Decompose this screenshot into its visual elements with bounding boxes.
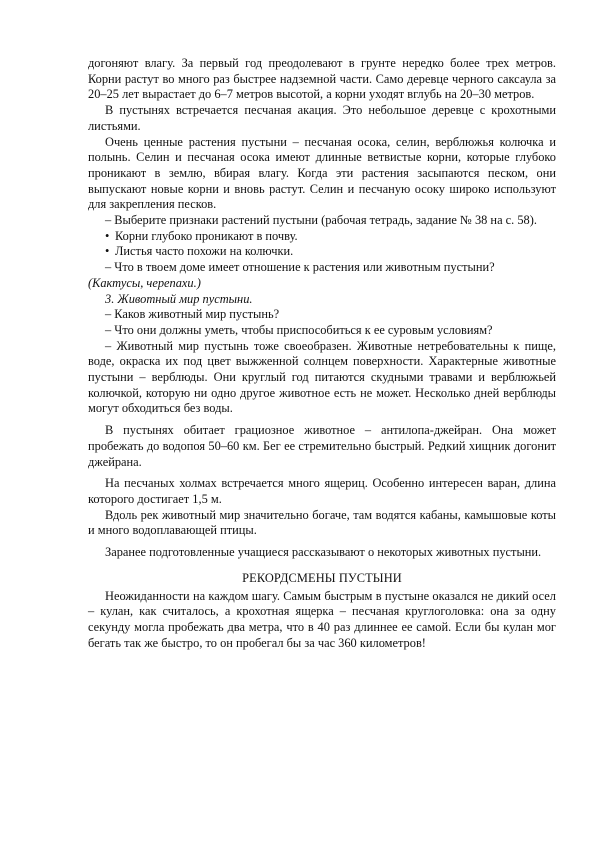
paragraph-records: Неожиданности на каждом шагу. Самым быстрым в пустыне оказался не дикий осел – кулан, как считалось, а крохотная ящерка – песчаная круглоголовка: она за одну секунду могла пробежать два метра, что в 40 раз длиннее ее самой. Если бы кулан мог бегать так же быстро, то он пробегал бы за час 360 километров! — [88, 588, 556, 650]
bullet-icon: • — [105, 244, 110, 259]
paragraph-home-question: – Что в твоем доме имеет отношение к растения или животным пустыни? — [105, 260, 495, 275]
paragraph-question-animals: – Каков животный мир пустынь? — [105, 307, 280, 322]
document-page — [88, 56, 556, 651]
paragraph-valuable-plants: Очень ценные растения пустыни – песчаная осока, селин, верблюжья колючка и полынь. Селин и песчаная осока имеют длинные ветвистые корни, которые глубоко проникают в землю, вбирая влагу. Когда эти растения засыпаются песком, они выпускают новые корни и вновь растут. Селин и песчаную осоку широко используют для закрепления песков. — [88, 134, 556, 212]
paragraph-lizards: На песчаных холмах встречается много ящериц. Особенно интересен варан, длина которого достигает 1,5 м. — [88, 476, 556, 506]
bullet-item-leaves — [88, 244, 556, 260]
bullet-text: Корни глубоко проникают в почву. — [115, 228, 298, 243]
bullet-item-roots — [88, 229, 556, 245]
paragraph-river-animals: Вдоль рек животный мир значительно богаче, там водятся кабаны, камышовые коты и много водоплавающей птицы. — [88, 507, 556, 538]
paragraph-camels: – Животный мир пустынь тоже своеобразен. Животные нетребовательны к пище, воде, окраска их под цвет выжженной солнцем поверхности. Характерные животные пустыни – верблюды. Они круглый год питаются скудными травами и верблюжьей колючкой, которую ни одно другое животное есть не может. Несколько дней верблюды могут обходиться без воды. — [88, 338, 556, 416]
paragraph-students-report: Заранее подготовленные учащиеся рассказывают о некоторых животных пустыни. — [105, 545, 542, 560]
bullet-icon: • — [105, 228, 110, 243]
paragraph-home-answer: (Кактусы, черепахи.) — [88, 275, 201, 290]
heading-desert-records: РЕКОРДСМЕНЫ ПУСТЫНИ — [242, 570, 402, 585]
bullet-text: Листья часто похожи на колючки. — [115, 244, 294, 259]
paragraph-question-adapt: – Что они должны уметь, чтобы приспособиться к ее суровым условиям? — [105, 322, 493, 337]
paragraph-workbook-task: – Выберите признаки растений пустыни (рабочая тетрадь, задание № 38 на с. 58). — [105, 213, 537, 228]
section-heading-animals: 3. Животный мир пустыни. — [105, 291, 253, 306]
paragraph-saxaul-roots: догоняют влагу. За первый год преодолевают в грунте нередко более трех метров. Корни растут во много раз быстрее надземной части. Само деревце черного саксаула за 20–25 лет вырастает до 6–7 метров высотой, а корни уходят вглубь на 20–30 метров. — [88, 56, 556, 102]
paragraph-sand-acacia: В пустынях встречается песчаная акация. Это небольшое деревце с крохотными листьями. — [88, 103, 556, 133]
paragraph-gazelle: В пустынях обитает грациозное животное – антилопа-джейран. Она может пробежать до водопоя 50–60 км. Бег ее стремительно быстрый. Редкий хищник догонит джейрана. — [88, 423, 556, 469]
